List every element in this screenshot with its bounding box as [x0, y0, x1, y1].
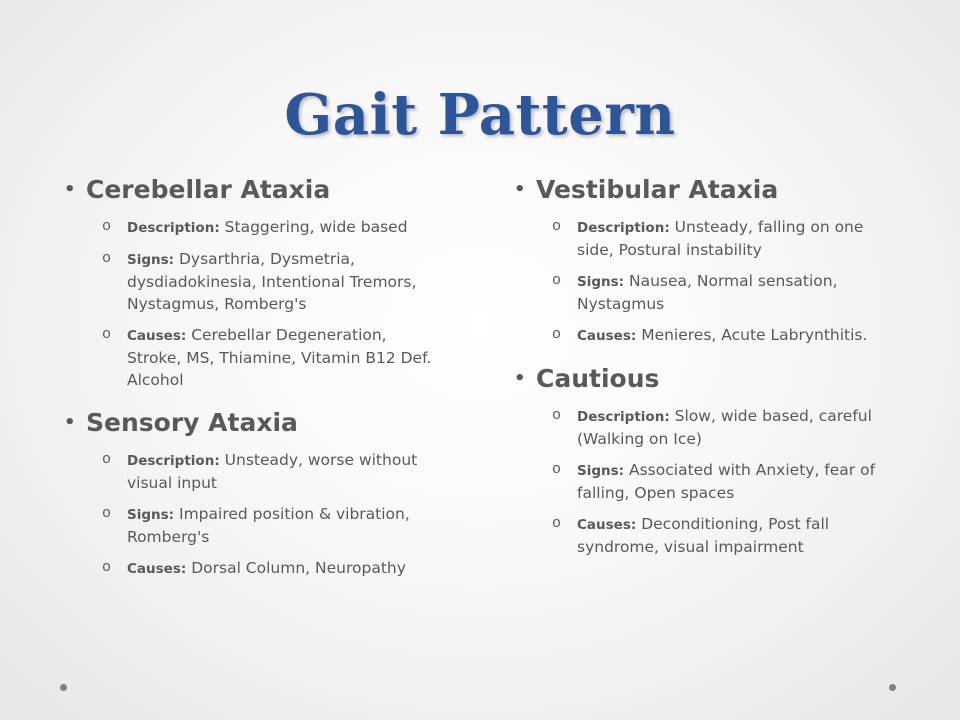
list-item: [64, 324, 444, 391]
item-text: Nausea, Normal sensation, Nystagmus: [577, 272, 838, 313]
item-label: Description:: [127, 220, 220, 236]
circle-bullet-icon: o: [102, 218, 112, 235]
slide-title: Gait Pattern: [284, 82, 676, 148]
circle-bullet-icon: o: [552, 326, 562, 343]
section-heading: • Vestibular Ataxia: [514, 170, 898, 210]
item-text: Unsteady, worse without visual input: [127, 451, 418, 492]
circle-bullet-icon: o: [552, 461, 562, 478]
circle-bullet-icon: o: [102, 326, 112, 343]
item-text: Cerebellar Degeneration, Stroke, MS, Thiamine, Vitamin B12 Def. Alcohol: [127, 326, 432, 389]
right-column: [514, 170, 898, 558]
list-item: [64, 248, 444, 315]
bullet-icon: •: [64, 179, 76, 200]
item-label: Signs:: [127, 252, 175, 268]
item-text: Menieres, Acute Labrynthitis.: [641, 326, 868, 344]
item-label: Description:: [127, 453, 220, 469]
section-cautious: [514, 359, 898, 558]
section-vestibular-ataxia: [514, 170, 898, 347]
corner-dot-icon: [60, 684, 67, 691]
section-heading: • Sensory Ataxia: [64, 403, 444, 443]
item-label: Signs:: [127, 507, 175, 523]
item-text: Slow, wide based, careful (Walking on Ice): [577, 407, 872, 448]
circle-bullet-icon: o: [102, 250, 112, 267]
circle-bullet-icon: o: [102, 505, 112, 522]
list-item: [514, 405, 898, 450]
bullet-icon: •: [514, 179, 526, 200]
item-text: Unsteady, falling on one side, Postural instability: [577, 218, 864, 259]
corner-dot-icon: [889, 684, 896, 691]
item-text: Associated with Anxiety, fear of falling, Open spaces: [577, 461, 876, 502]
list-item: [514, 270, 898, 315]
list-item: [64, 557, 444, 580]
bullet-icon: •: [64, 412, 76, 433]
item-label: Description:: [577, 409, 670, 425]
bullet-icon: •: [514, 368, 526, 389]
list-item: [64, 503, 444, 548]
item-text: Impaired position & vibration, Romberg's: [127, 505, 410, 546]
list-item: [514, 513, 898, 558]
item-label: Signs:: [577, 274, 625, 290]
circle-bullet-icon: o: [552, 515, 562, 532]
item-label: Causes:: [127, 328, 187, 344]
item-text: Dorsal Column, Neuropathy: [191, 559, 406, 577]
item-label: Signs:: [577, 463, 625, 479]
item-text: Dysarthria, Dysmetria, dysdiadokinesia, Intentional Tremors, Nystagmus, Romberg's: [127, 250, 417, 313]
section-heading: • Cerebellar Ataxia: [64, 170, 444, 210]
list-item: [514, 324, 898, 347]
list-item: [514, 216, 898, 261]
section-sensory-ataxia: [64, 403, 444, 580]
section-cerebellar-ataxia: [64, 170, 444, 391]
list-item: [514, 459, 898, 504]
item-label: Causes:: [577, 517, 637, 533]
item-text: Deconditioning, Post fall syndrome, visual impairment: [577, 515, 830, 556]
circle-bullet-icon: o: [552, 272, 562, 289]
left-column: [64, 170, 444, 580]
circle-bullet-icon: o: [552, 407, 562, 424]
list-item: [64, 449, 444, 494]
list-item: [64, 216, 444, 239]
item-text: Staggering, wide based: [224, 218, 408, 236]
section-heading: • Cautious: [514, 359, 898, 399]
item-label: Description:: [577, 220, 670, 236]
circle-bullet-icon: o: [552, 218, 562, 235]
item-label: Causes:: [127, 561, 187, 577]
circle-bullet-icon: o: [102, 559, 112, 576]
circle-bullet-icon: o: [102, 451, 112, 468]
item-label: Causes:: [577, 328, 637, 344]
